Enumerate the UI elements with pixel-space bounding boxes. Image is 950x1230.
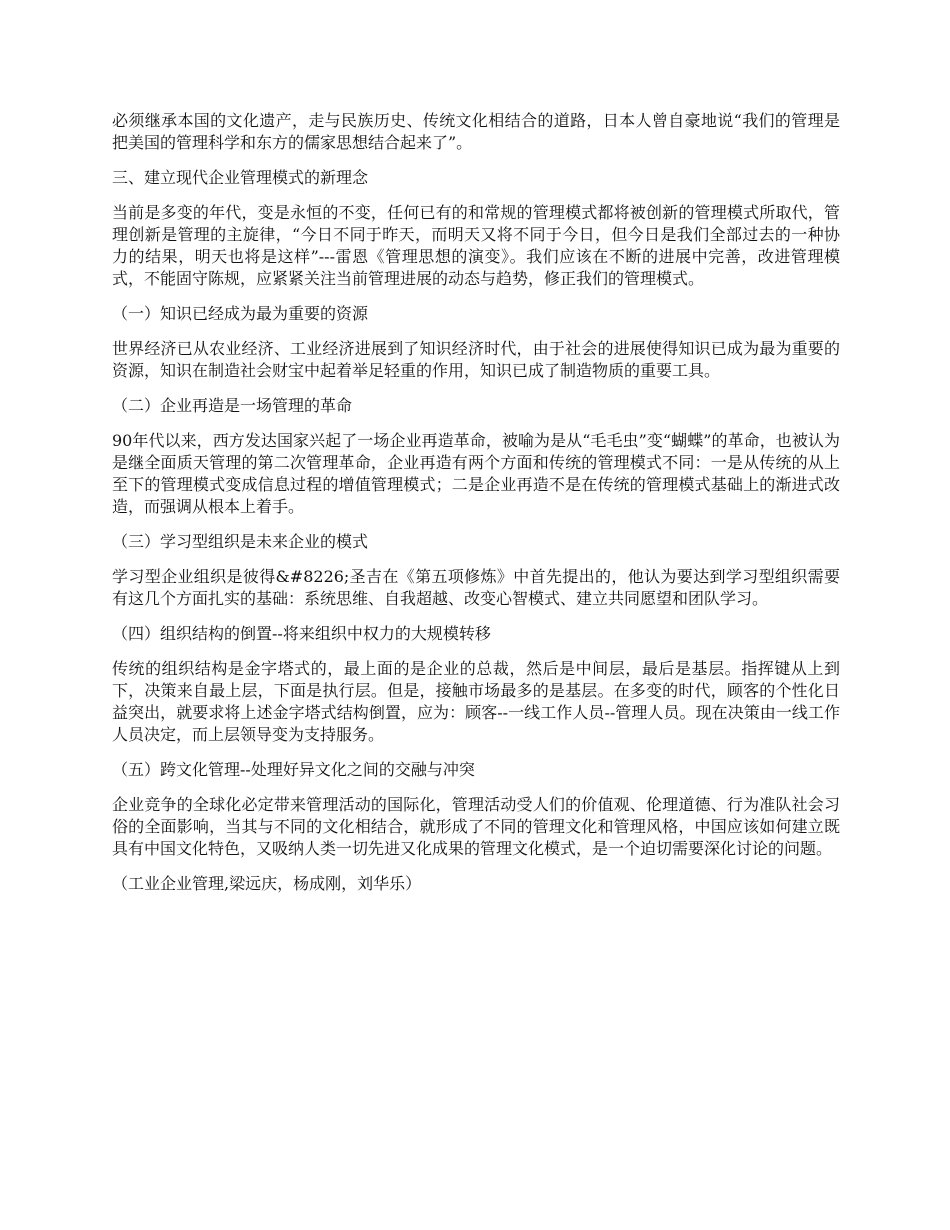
paragraph-learning-organization: 学习型企业组织是彼得&#8226;圣吉在《第五项修炼》中首先提出的，他认为要达到学习型组织需要有这几个方面扎实的基础：系统思维、自我超越、改变心智模式、建立共同愿望和团队学习。: [112, 567, 840, 608]
paragraph-cross-culture: 企业竞争的全球化必定带来管理活动的国际化，管理活动受人们的价值观、伦理道德、行为准队社会习俗的全面影响，当其与不同的文化相结合，就形成了不同的管理文化和管理风格，中国应该如何建立既具有中国文化特色，又吸纳人类一切先进又化成果的管理文化模式，是一个迫切需要深化讨论的问题。: [112, 795, 840, 858]
subheading-4: （四）组织结构的倒置--将来组织中权力的大规模转移: [112, 624, 491, 643]
paragraph-knowledge: 世界经济已从农业经济、工业经济进展到了知识经济时代，由于社会的进展使得知识已成为最为重要的资源，知识在制造社会财宝中起着举足轻重的作用，知识已成了制造物质的重要工具。: [112, 339, 840, 380]
paragraph-change: 当前是多变的年代，变是永恒的不变，任何已有的和常规的管理模式都将被创新的管理模式所取代，管理创新是管理的主旋律，“今日不同于昨天，而明天又将不同于今日，但今日是我们全部过去的一种协力的结果，明天也将是这样”---雷恩《管理思想的演变》。我们应该在不断的进展中完善，改进管理模式，不能固守陈规，应紧紧关注当前管理进展的动态与趋势，修正我们的管理模式。: [112, 203, 840, 288]
source-citation: （工业企业管理,梁远庆，杨成刚，刘华乐）: [112, 874, 422, 893]
subheading-2: （二）企业再造是一场管理的革命: [112, 396, 353, 415]
paragraph-heritage: 必须继承本国的文化遗产，走与民族历史、传统文化相结合的道路，日本人曾自豪地说“我们的管理是把美国的管理科学和东方的儒家思想结合起来了”。: [112, 111, 840, 152]
document-page: [112, 110, 840, 908]
section-heading-3: 三、建立现代企业管理模式的新理念: [112, 168, 369, 187]
paragraph-structure-inversion: 传统的组织结构是金字塔式的，最上面的是企业的总裁，然后是中间层，最后是基层。指挥键从上到下，决策来自最上层，下面是执行层。但是，接触市场最多的是基层。在多变的时代，顾客的个性化日益突出，就要求将上述金字塔式结构倒置，应为：顾客--一线工作人员--管理人员。现在决策由一线工作人员决定，而上层领导变为支持服务。: [112, 659, 840, 744]
paragraph-reengineering: 90年代以来，西方发达国家兴起了一场企业再造革命，被喻为是从“毛毛虫”变“蝴蝶”的革命，也被认为是继全面质天管理的第二次管理革命，企业再造有两个方面和传统的管理模式不同：一是从传统的从上至下的管理模式变成信息过程的增值管理模式；二是企业再造不是在传统的管理模式基础上的渐进式改造，而强调从根本上着手。: [112, 431, 840, 516]
subheading-5: （五）跨文化管理--处理好异文化之间的交融与冲突: [112, 760, 475, 779]
subheading-3: （三）学习型组织是未来企业的模式: [112, 532, 369, 551]
subheading-1: （一）知识已经成为最为重要的资源: [112, 304, 369, 323]
